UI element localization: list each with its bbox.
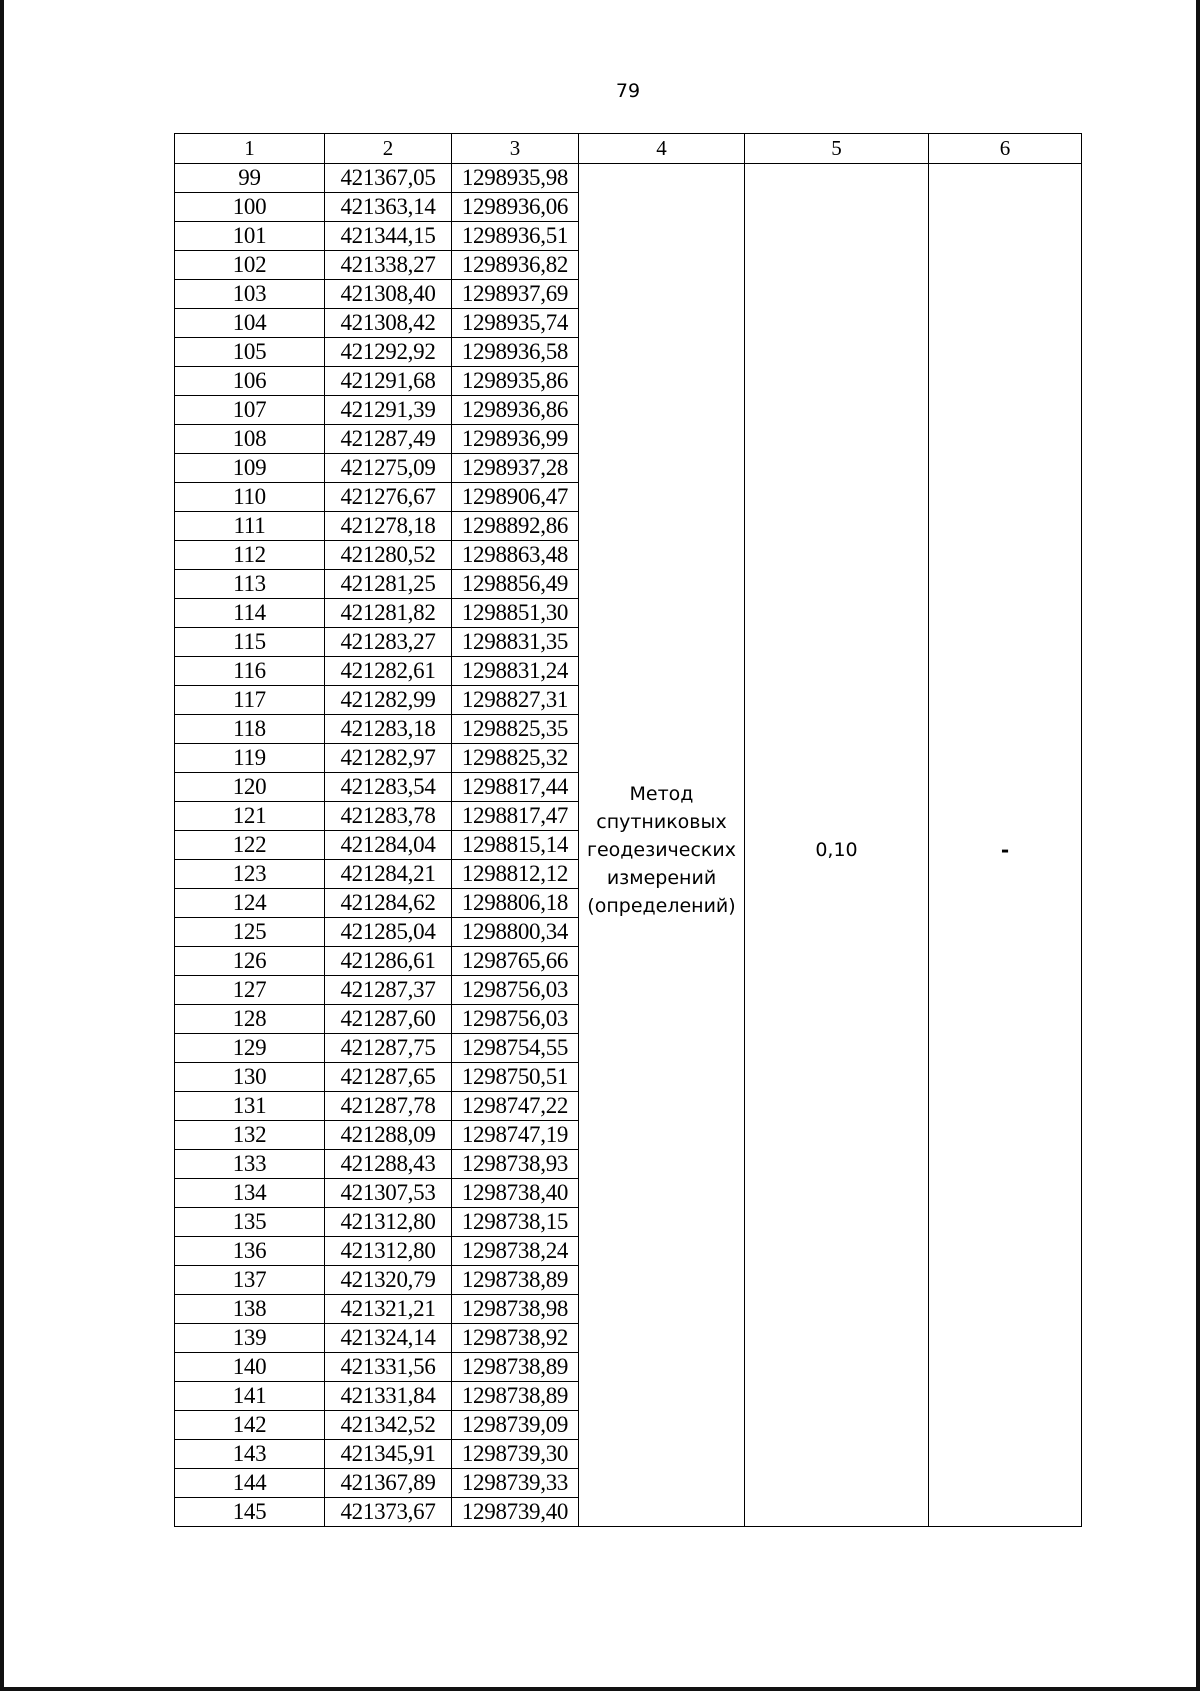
y-coordinate-cell: 1298831,35 [452,628,579,657]
x-coordinate-cell: 421284,04 [325,831,452,860]
col-header-1: 1 [175,134,325,164]
x-coordinate-cell: 421287,78 [325,1092,452,1121]
point-number-cell: 126 [175,947,325,976]
point-number-cell: 109 [175,454,325,483]
x-coordinate-cell: 421283,54 [325,773,452,802]
x-coordinate-cell: 421276,67 [325,483,452,512]
point-number-cell: 116 [175,657,325,686]
x-coordinate-cell: 421345,91 [325,1440,452,1469]
x-coordinate-cell: 421283,78 [325,802,452,831]
x-coordinate-cell: 421331,56 [325,1353,452,1382]
y-coordinate-cell: 1298935,74 [452,309,579,338]
y-coordinate-cell: 1298812,12 [452,860,579,889]
y-coordinate-cell: 1298936,99 [452,425,579,454]
y-coordinate-cell: 1298827,31 [452,686,579,715]
y-coordinate-cell: 1298936,86 [452,396,579,425]
x-coordinate-cell: 421320,79 [325,1266,452,1295]
y-coordinate-cell: 1298817,44 [452,773,579,802]
x-coordinate-cell: 421373,67 [325,1498,452,1527]
point-number-cell: 113 [175,570,325,599]
y-coordinate-cell: 1298738,24 [452,1237,579,1266]
x-coordinate-cell: 421288,43 [325,1150,452,1179]
x-coordinate-cell: 421292,92 [325,338,452,367]
y-coordinate-cell: 1298738,40 [452,1179,579,1208]
y-coordinate-cell: 1298738,89 [452,1266,579,1295]
method-cell [579,164,745,1527]
method-line: геодезических [586,839,736,861]
scan-border-left [0,0,4,1691]
point-number-cell: 102 [175,251,325,280]
point-number-cell: 138 [175,1295,325,1324]
x-coordinate-cell: 421282,97 [325,744,452,773]
point-number-cell: 132 [175,1121,325,1150]
y-coordinate-cell: 1298892,86 [452,512,579,541]
point-number-cell: 142 [175,1411,325,1440]
y-coordinate-cell: 1298738,93 [452,1150,579,1179]
y-coordinate-cell: 1298825,32 [452,744,579,773]
x-coordinate-cell: 421285,04 [325,918,452,947]
header-row [175,134,1082,164]
point-number-cell: 111 [175,512,325,541]
point-number-cell: 99 [175,164,325,193]
y-coordinate-cell: 1298739,09 [452,1411,579,1440]
y-coordinate-cell: 1298935,98 [452,164,579,193]
point-number-cell: 106 [175,367,325,396]
point-number-cell: 129 [175,1034,325,1063]
page-number: 79 [615,80,641,102]
y-coordinate-cell: 1298738,92 [452,1324,579,1353]
x-coordinate-cell: 421342,52 [325,1411,452,1440]
method-line: (определений) [587,895,736,917]
y-coordinate-cell: 1298815,14 [452,831,579,860]
x-coordinate-cell: 421367,05 [325,164,452,193]
point-number-cell: 117 [175,686,325,715]
x-coordinate-cell: 421286,61 [325,947,452,976]
x-coordinate-cell: 421283,18 [325,715,452,744]
point-number-cell: 100 [175,193,325,222]
y-coordinate-cell: 1298856,49 [452,570,579,599]
point-number-cell: 104 [175,309,325,338]
x-coordinate-cell: 421308,40 [325,280,452,309]
x-coordinate-cell: 421363,14 [325,193,452,222]
point-number-cell: 123 [175,860,325,889]
y-coordinate-cell: 1298738,98 [452,1295,579,1324]
y-coordinate-cell: 1298936,58 [452,338,579,367]
col-header-6: 6 [929,134,1082,164]
x-coordinate-cell: 421281,82 [325,599,452,628]
point-number-cell: 124 [175,889,325,918]
col-header-4: 4 [579,134,745,164]
point-number-cell: 110 [175,483,325,512]
point-number-cell: 144 [175,1469,325,1498]
x-coordinate-cell: 421275,09 [325,454,452,483]
scan-border-right [1196,0,1200,1691]
x-coordinate-cell: 421280,52 [325,541,452,570]
x-coordinate-cell: 421307,53 [325,1179,452,1208]
col-header-3: 3 [452,134,579,164]
x-coordinate-cell: 421308,42 [325,309,452,338]
y-coordinate-cell: 1298756,03 [452,1005,579,1034]
point-number-cell: 103 [175,280,325,309]
coordinates-table [174,133,1082,1527]
y-coordinate-cell: 1298831,24 [452,657,579,686]
y-coordinate-cell: 1298756,03 [452,976,579,1005]
accuracy-value: 0,10 [815,839,858,861]
y-coordinate-cell: 1298937,28 [452,454,579,483]
point-number-cell: 136 [175,1237,325,1266]
col-header-5: 5 [745,134,929,164]
y-coordinate-cell: 1298738,89 [452,1353,579,1382]
x-coordinate-cell: 421331,84 [325,1382,452,1411]
point-number-cell: 118 [175,715,325,744]
x-coordinate-cell: 421287,75 [325,1034,452,1063]
y-coordinate-cell: 1298747,19 [452,1121,579,1150]
y-coordinate-cell: 1298825,35 [452,715,579,744]
y-coordinate-cell: 1298906,47 [452,483,579,512]
y-coordinate-cell: 1298739,33 [452,1469,579,1498]
x-coordinate-cell: 421287,37 [325,976,452,1005]
y-coordinate-cell: 1298739,40 [452,1498,579,1527]
point-number-cell: 122 [175,831,325,860]
x-coordinate-cell: 421338,27 [325,251,452,280]
point-number-cell: 115 [175,628,325,657]
point-number-cell: 135 [175,1208,325,1237]
scan-border-bottom [0,1687,1200,1691]
table-body [175,164,1082,1527]
point-number-cell: 120 [175,773,325,802]
y-coordinate-cell: 1298754,55 [452,1034,579,1063]
x-coordinate-cell: 421282,61 [325,657,452,686]
point-number-cell: 139 [175,1324,325,1353]
x-coordinate-cell: 421321,21 [325,1295,452,1324]
point-number-cell: 143 [175,1440,325,1469]
y-coordinate-cell: 1298937,69 [452,280,579,309]
y-coordinate-cell: 1298765,66 [452,947,579,976]
x-coordinate-cell: 421291,39 [325,396,452,425]
point-number-cell: 130 [175,1063,325,1092]
table-row [175,164,1082,193]
col-header-2: 2 [325,134,452,164]
point-number-cell: 112 [175,541,325,570]
point-number-cell: 105 [175,338,325,367]
y-coordinate-cell: 1298800,34 [452,918,579,947]
x-coordinate-cell: 421281,25 [325,570,452,599]
column-6-cell [929,164,1082,1527]
x-coordinate-cell: 421287,60 [325,1005,452,1034]
x-coordinate-cell: 421287,49 [325,425,452,454]
y-coordinate-cell: 1298750,51 [452,1063,579,1092]
method-line: Метод [629,783,694,805]
point-number-cell: 121 [175,802,325,831]
point-number-cell: 134 [175,1179,325,1208]
y-coordinate-cell: 1298738,15 [452,1208,579,1237]
point-number-cell: 108 [175,425,325,454]
x-coordinate-cell: 421291,68 [325,367,452,396]
y-coordinate-cell: 1298936,06 [452,193,579,222]
y-coordinate-cell: 1298936,51 [452,222,579,251]
y-coordinate-cell: 1298851,30 [452,599,579,628]
accuracy-cell [745,164,929,1527]
y-coordinate-cell: 1298935,86 [452,367,579,396]
x-coordinate-cell: 421278,18 [325,512,452,541]
point-number-cell: 140 [175,1353,325,1382]
method-line: измерений [606,867,717,889]
x-coordinate-cell: 421283,27 [325,628,452,657]
point-number-cell: 119 [175,744,325,773]
y-coordinate-cell: 1298738,89 [452,1382,579,1411]
point-number-cell: 107 [175,396,325,425]
point-number-cell: 128 [175,1005,325,1034]
x-coordinate-cell: 421367,89 [325,1469,452,1498]
point-number-cell: 145 [175,1498,325,1527]
x-coordinate-cell: 421312,80 [325,1237,452,1266]
x-coordinate-cell: 421312,80 [325,1208,452,1237]
x-coordinate-cell: 421282,99 [325,686,452,715]
point-number-cell: 133 [175,1150,325,1179]
x-coordinate-cell: 421284,62 [325,889,452,918]
y-coordinate-cell: 1298747,22 [452,1092,579,1121]
method-line: спутниковых [596,811,727,833]
x-coordinate-cell: 421324,14 [325,1324,452,1353]
x-coordinate-cell: 421284,21 [325,860,452,889]
y-coordinate-cell: 1298936,82 [452,251,579,280]
y-coordinate-cell: 1298739,30 [452,1440,579,1469]
x-coordinate-cell: 421288,09 [325,1121,452,1150]
point-number-cell: 101 [175,222,325,251]
y-coordinate-cell: 1298806,18 [452,889,579,918]
point-number-cell: 127 [175,976,325,1005]
y-coordinate-cell: 1298863,48 [452,541,579,570]
point-number-cell: 141 [175,1382,325,1411]
point-number-cell: 137 [175,1266,325,1295]
point-number-cell: 131 [175,1092,325,1121]
y-coordinate-cell: 1298817,47 [452,802,579,831]
point-number-cell: 114 [175,599,325,628]
x-coordinate-cell: 421287,65 [325,1063,452,1092]
x-coordinate-cell: 421344,15 [325,222,452,251]
method-text [579,770,744,920]
point-number-cell: 125 [175,918,325,947]
column-6-value: - [1000,838,1010,862]
